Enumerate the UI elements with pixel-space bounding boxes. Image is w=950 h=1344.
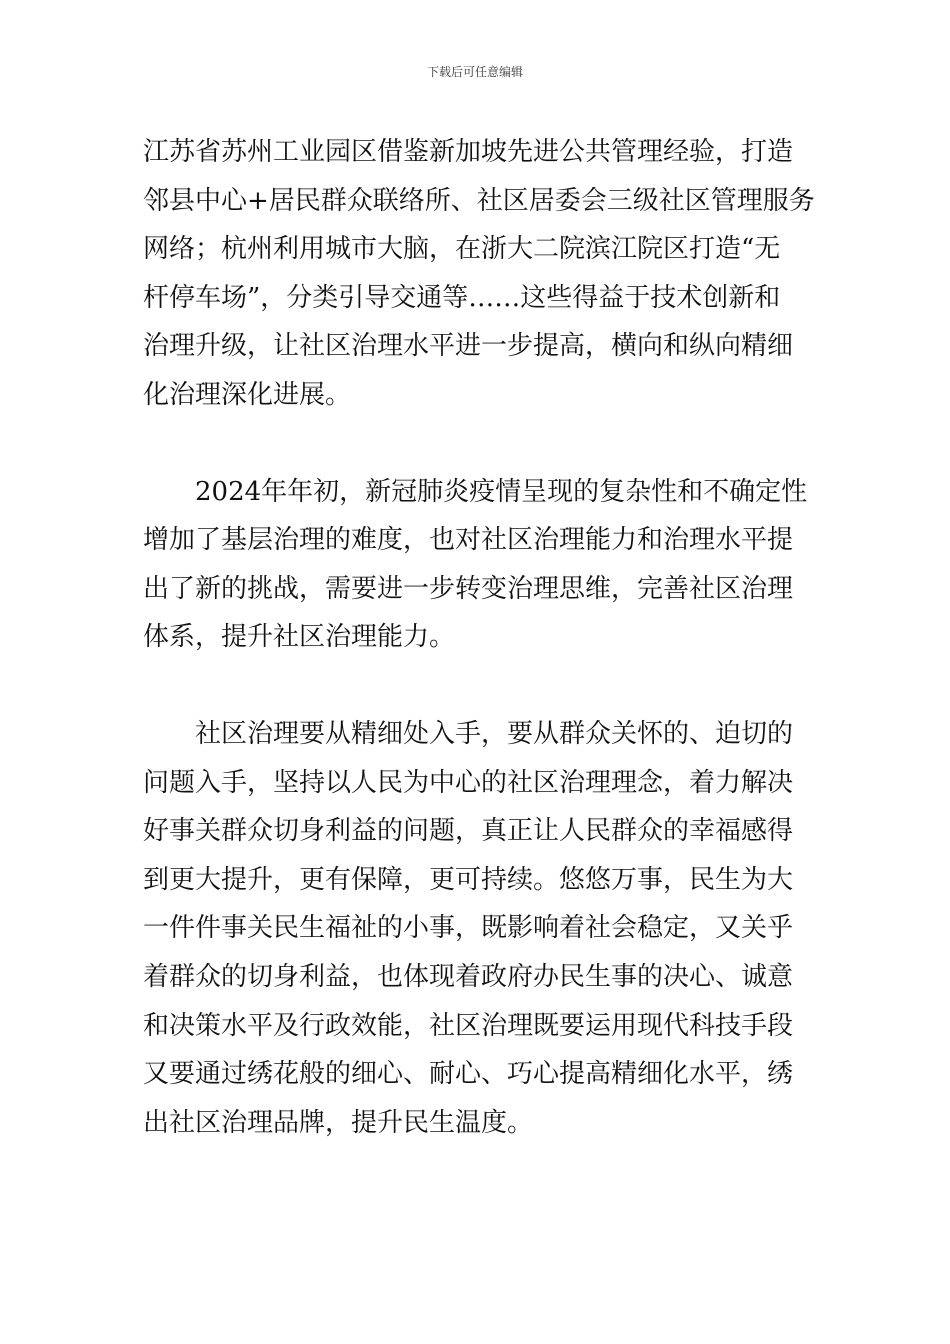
text-line: 出了新的挑战，需要进一步转变治理思维，完善社区治理 xyxy=(143,573,794,604)
paragraph-3 xyxy=(143,710,809,1147)
text-line: 杆停车场”，分类引导交通等……这些得益于技术创新和 xyxy=(143,282,781,313)
text-line: 网络；杭州利用城市大脑，在浙大二院滨江院区打造“无 xyxy=(143,234,781,265)
text-line: 邻县中心+居民群众联络所、社区居委会三级社区管理服务 xyxy=(143,185,815,216)
text-line: 出社区治理品牌，提升民生温度。 xyxy=(143,1107,534,1138)
text-line: 体系，提升社区治理能力。 xyxy=(143,622,456,653)
text-line: 增加了基层治理的难度，也对社区治理能力和治理水平提 xyxy=(143,525,794,556)
text-line: 好事关群众切身利益的问题，真正让人民群众的幸福感得 xyxy=(143,816,794,847)
text-line: 2024年年初，新冠肺炎疫情呈现的复杂性和不确定性 xyxy=(195,476,808,507)
text-line: 着群众的切身利益，也体现着政府办民生事的决心、诚意 xyxy=(143,961,794,992)
document-body xyxy=(143,128,815,1147)
text-line: 治理升级，让社区治理水平进一步提高，横向和纵向精细 xyxy=(143,331,794,362)
text-line: 和决策水平及行政效能，社区治理既要运用现代科技手段 xyxy=(143,1010,794,1041)
text-line: 又要通过绣花般的细心、耐心、巧心提高精细化水平，绣 xyxy=(143,1059,794,1090)
paragraph-2 xyxy=(143,468,809,662)
paragraph-1 xyxy=(143,128,815,420)
text-line: 一件件事关民生福祉的小事，既影响着社会稳定，又关乎 xyxy=(143,913,794,944)
text-line: 问题入手，坚持以人民为中心的社区治理理念，着力解决 xyxy=(143,767,794,798)
text-line: 到更大提升，更有保障，更可持续。悠悠万事，民生为大 xyxy=(143,864,794,895)
text-line: 江苏省苏州工业园区借鉴新加坡先进公共管理经验，打造 xyxy=(143,137,794,167)
text-line: 化治理深化进展。 xyxy=(143,379,352,410)
header-note: 下载后可任意编辑 xyxy=(426,65,523,79)
text-line: 社区治理要从精细处入手，要从群众关怀的、迫切的 xyxy=(195,718,794,749)
